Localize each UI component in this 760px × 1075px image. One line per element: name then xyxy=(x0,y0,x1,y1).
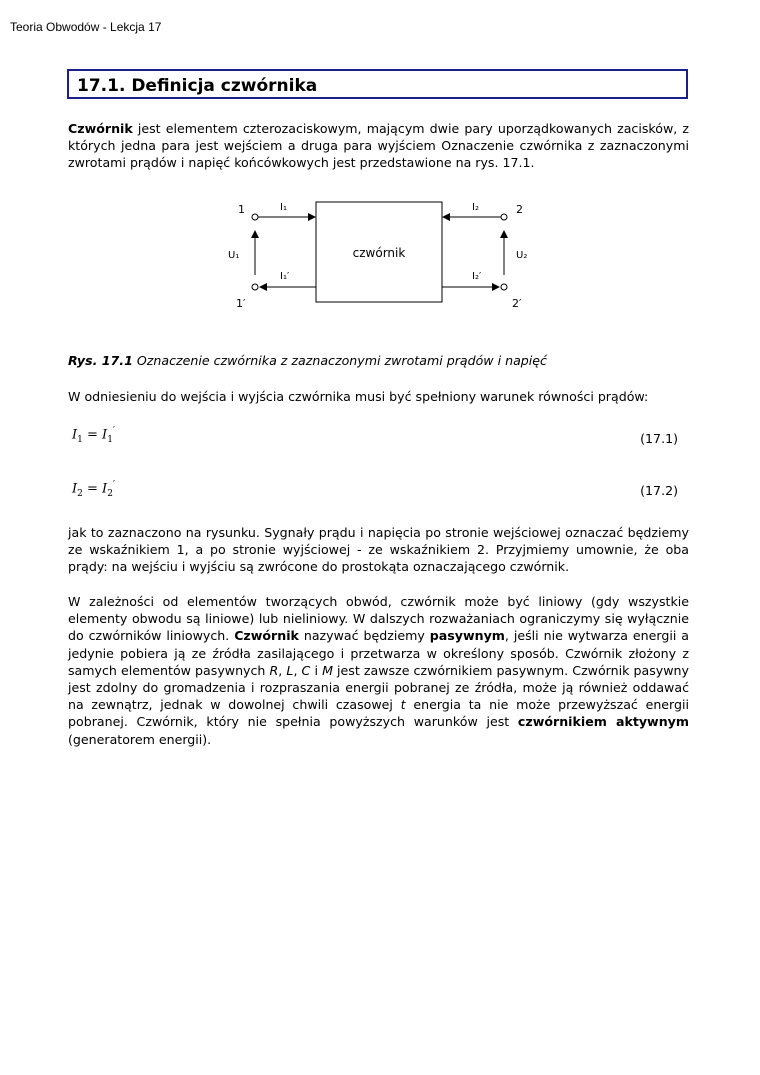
p4-text-1: W zależności od elementów tworzących obwód, czwórnik może być liniowy (gdy wszystkie elementy obwodu są liniowe) lub nieliniowy. W dalszych rozważaniach ograniczymy się wyłącznie do czwórników liniowych. xyxy=(68,594,689,644)
eq1-lhs-sub: 1 xyxy=(77,434,83,445)
p4-italic-t: t xyxy=(400,697,406,713)
p4-text-3: , jeśli nie wytwarza energii a jedynie pobiera ją ze źródła zasilającego i przetwarza w określony sposób. Czwórnik złożony z samych elementów pasywnych xyxy=(68,628,689,678)
terminal-2-label: 2 xyxy=(516,203,523,216)
eq1-lhs: I xyxy=(72,427,78,443)
eq2-lhs: I xyxy=(72,481,78,497)
terminal-1-dot xyxy=(252,214,258,220)
terminal-1p-label: 1′ xyxy=(236,297,246,310)
p4-text-9: (generatorem energii). xyxy=(68,731,212,747)
terminal-1p-dot xyxy=(252,284,258,290)
p4-italic-r: R xyxy=(269,662,279,678)
equation-number-17-1: (17.1) xyxy=(640,431,678,446)
p4-text-4: , xyxy=(278,662,287,678)
p4-text-6: i xyxy=(310,662,323,678)
eq2-rhs-sub: 2 xyxy=(107,488,113,499)
voltage-u1-label: U₁ xyxy=(228,250,240,261)
figure-caption xyxy=(68,353,547,368)
intro-paragraph xyxy=(68,120,689,172)
current-i2p-label: I₂′ xyxy=(472,271,482,282)
current-i2-label: I₂ xyxy=(472,202,479,213)
p4-text-2: nazywać będziemy xyxy=(298,628,430,644)
p4-italic-l: L xyxy=(286,662,294,678)
caption-label: Rys. 17.1 xyxy=(68,353,133,368)
eq2-rhs: I xyxy=(102,481,108,497)
p4-bold-czwornik: Czwórnik xyxy=(234,628,299,644)
section-title: 17.1. Definicja czwórnika xyxy=(77,76,318,96)
eq1-rhs-sub: 1 xyxy=(107,434,113,445)
quadripole-figure xyxy=(220,195,540,315)
classification-paragraph xyxy=(68,593,689,748)
current-i1-label: I₁ xyxy=(280,202,287,213)
terminal-2-dot xyxy=(501,214,507,220)
indices-paragraph: jak to zaznaczono na rysunku. Sygnały prądu i napięcia po stronie wejściowej oznaczać będziemy ze wskaźnikiem 1, a po stronie wyjściowej - ze wskaźnikiem 2. Przyjmiemy umownie, że oba prądy: na wejściu i wyjściu są zwrócone do prostokąta oznaczającego czwórnik. xyxy=(68,525,689,575)
eq1-rhs: I xyxy=(102,427,108,443)
p4-text-7: jest zawsze czwórnikiem pasywnym. Czwórnik pasywny jest zdolny do gromadzenia i rozpraszania energii pobranej ze źródła, może ją również oddawać na zewnątrz, jednak w dowolnej chwili czasowej xyxy=(68,662,689,713)
running-header: Teoria Obwodów - Lekcja 17 xyxy=(10,20,162,34)
voltage-u2-label: U₂ xyxy=(516,250,528,261)
intro-text: jest elementem czterozaciskowym, mającym dwie pary uporządkowanych zacisków, z których jedna para jest wejściem a druga para wyjściem Oznaczenie czwórnika z zaznaczonymi zwrotami prądów i napięć końcówkowych jest przedstawione na rys. 17.1. xyxy=(68,121,689,171)
terminal-2p-dot xyxy=(501,284,507,290)
term-czwornik: Czwórnik xyxy=(68,121,133,136)
condition-paragraph: W odniesieniu do wejścia i wyjścia czwórnika musi być spełniony warunek równości prądów: xyxy=(68,389,649,404)
p4-bold-aktywnym: czwórnikiem aktywnym xyxy=(517,714,689,730)
current-i1p-label: I₁′ xyxy=(280,271,290,282)
p4-italic-m: M xyxy=(322,662,333,678)
caption-text: Oznaczenie czwórnika z zaznaczonymi zwrotami prądów i napięć xyxy=(132,353,547,368)
section-heading-box xyxy=(67,69,688,99)
equation-17-2: $I_2 = I_2'$ xyxy=(72,480,115,499)
eq2-lhs-sub: 2 xyxy=(77,488,83,499)
p4-text-5: , xyxy=(293,662,302,678)
box-label: czwórnik xyxy=(352,246,406,260)
p4-text-8: energia ta nie może przewyższać energii pobranej. Czwórnik, który nie spełnia powyższych warunków jest xyxy=(68,697,689,730)
terminal-2p-label: 2′ xyxy=(512,297,522,310)
equation-17-1: $I_1 = I_1'$ xyxy=(72,426,115,445)
terminal-1-label: 1 xyxy=(238,203,245,216)
equation-number-17-2: (17.2) xyxy=(640,483,678,498)
p4-italic-c: C xyxy=(301,662,311,678)
p4-bold-pasywnym: pasywnym xyxy=(429,628,505,644)
